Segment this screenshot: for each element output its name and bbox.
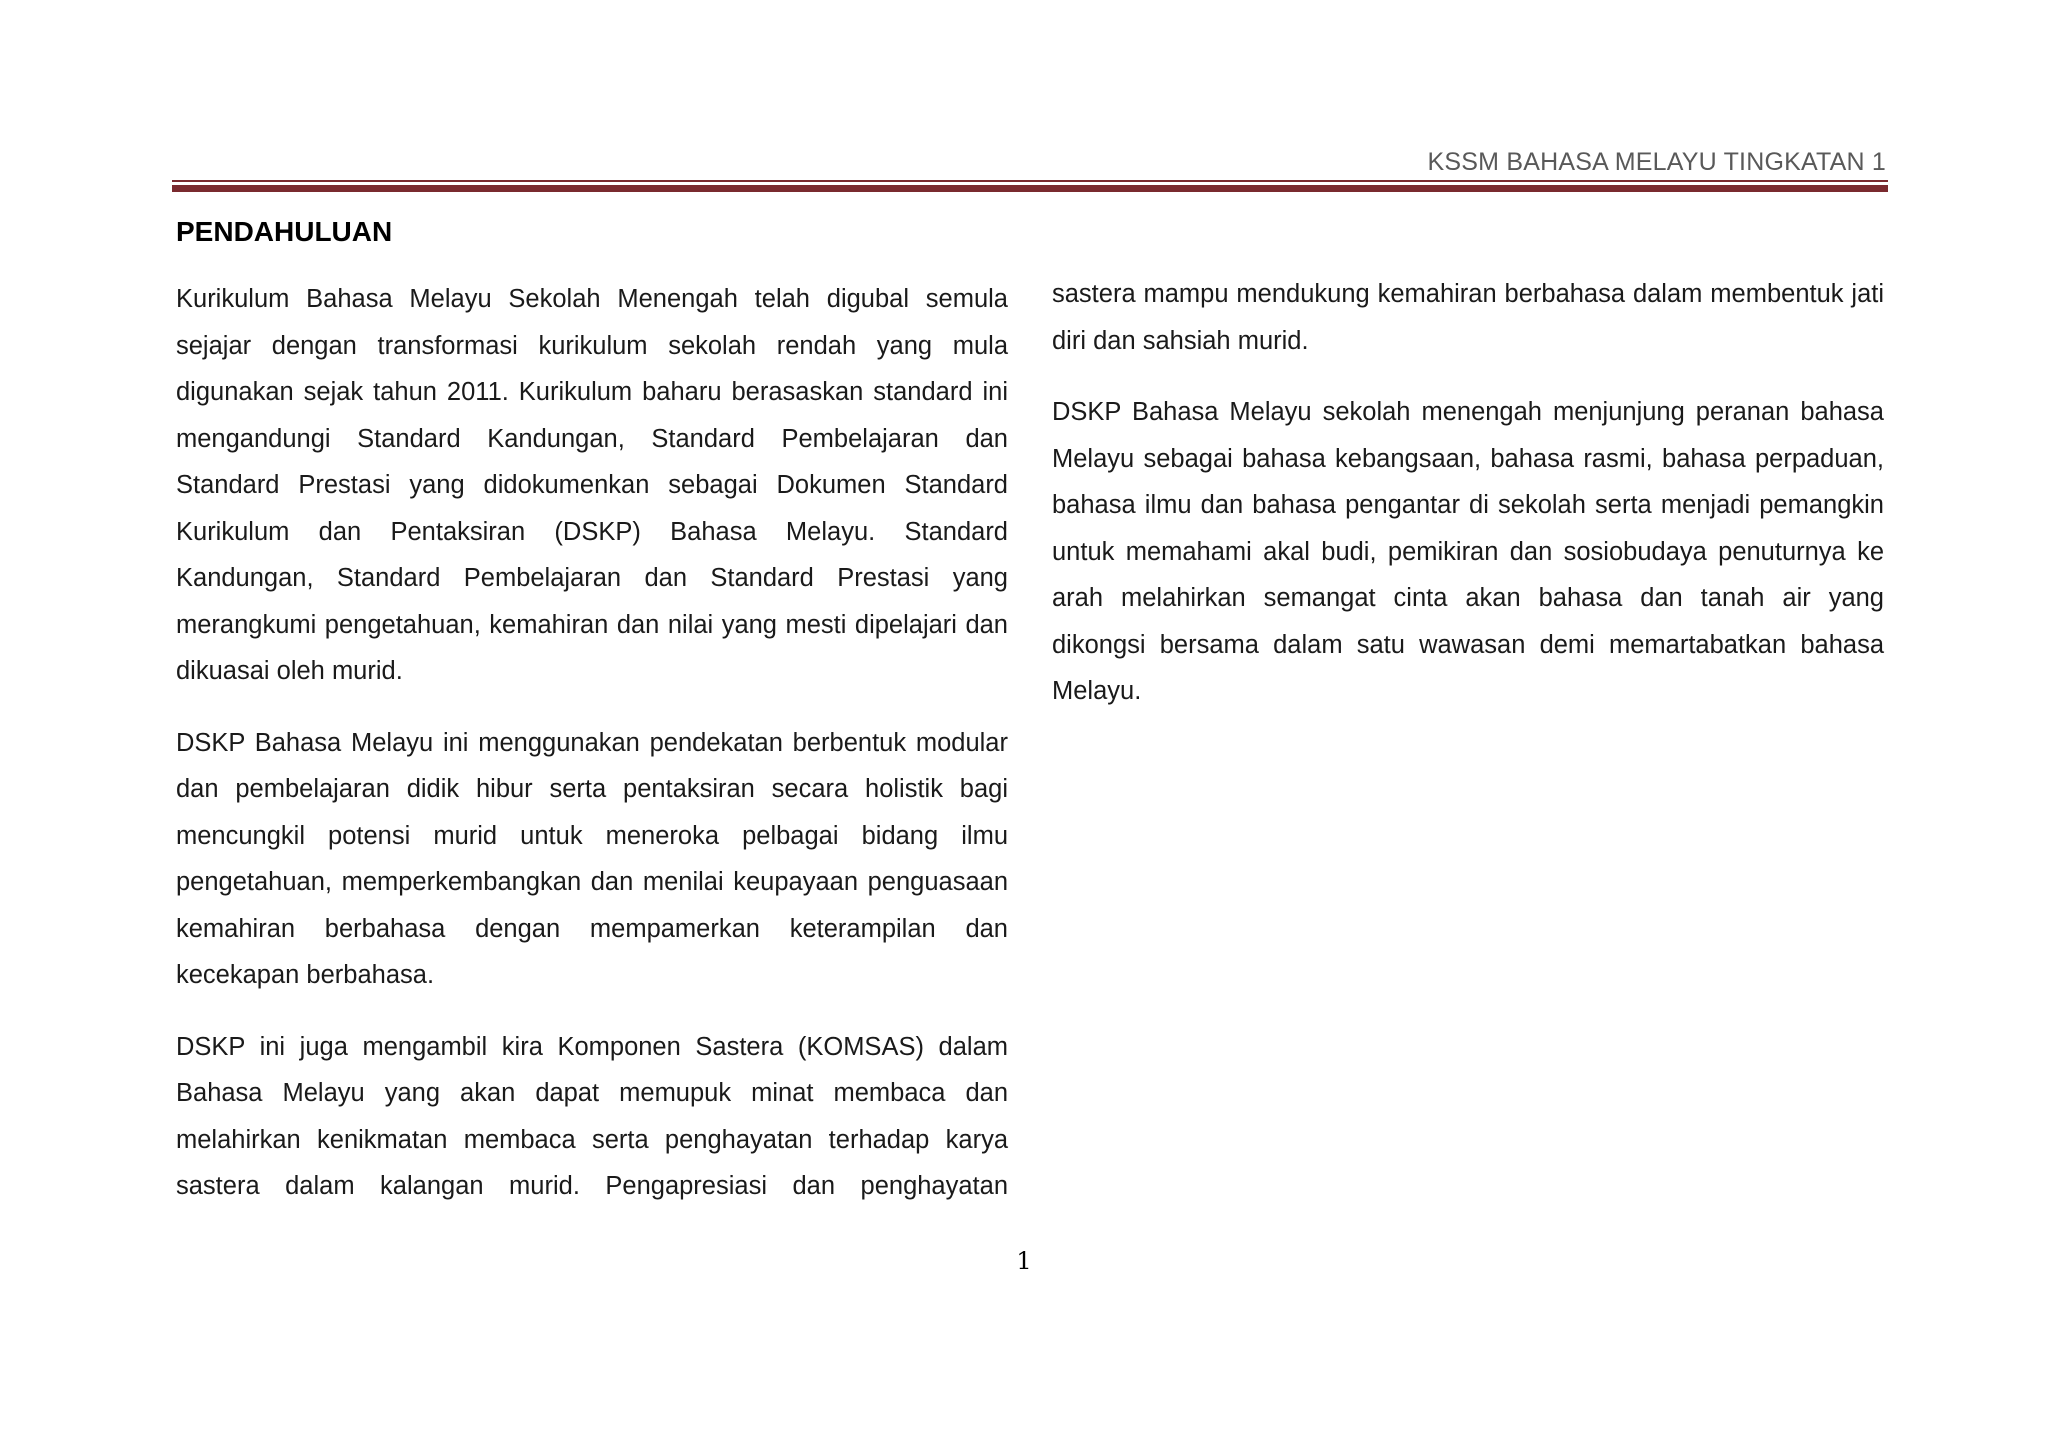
running-header-title: KSSM BAHASA MELAYU TINGKATAN 1 xyxy=(1427,148,1886,176)
header-rule-thin xyxy=(172,180,1888,182)
paragraph-approach: DSKP Bahasa Melayu ini menggunakan pendekatan berbentuk modular dan pembelajaran didik hibur serta pentaksiran secara holistik bagi mencungkil potensi murid untuk meneroka pelbagai bidang ilmu pengetahuan, memperkembangkan dan menilai keupayaan penguasaan kemahiran berbahasa dengan mempamerkan keterampilan dan kecekapan berbahasa. xyxy=(176,728,1008,989)
paragraph-intro: Kurikulum Bahasa Melayu Sekolah Menengah telah digubal semula sejajar dengan transformasi kurikulum sekolah rendah yang mula digunakan sejak tahun 2011. Kurikulum baharu berasaskan standard ini mengandungi Standard Kandungan, Standard Pembelajaran dan Standard Prestasi yang didokumenkan sebagai Dokumen Standard Kurikulum dan Pentaksiran (DSKP) Bahasa Melayu. Standard Kandungan, Standard Pembelajaran dan Standard Prestasi yang merangkumi pengetahuan, kemahiran dan nilai yang mesti dipelajari dan dikuasai oleh murid. xyxy=(176,285,1008,685)
header-rule-thick xyxy=(172,185,1888,192)
paragraph-komsas-continued: sastera mampu mendukung kemahiran berbahasa dalam membentuk jati diri dan sahsiah murid. xyxy=(1052,280,1884,355)
paragraph-komsas: DSKP ini juga mengambil kira Komponen Sastera (KOMSAS) dalam Bahasa Melayu yang akan dapat memupuk minat membaca dan melahirkan kenikmatan membaca serta penghayatan terhadap karya sastera dalam kalangan murid. Pengapresiasi dan penghayatan xyxy=(176,1032,1008,1200)
page-number: 1 xyxy=(1016,1247,1032,1275)
section-title: PENDAHULUAN xyxy=(176,216,393,247)
right-column xyxy=(1052,271,1884,740)
left-column xyxy=(176,276,1008,1235)
paragraph-role-of-language: DSKP Bahasa Melayu sekolah menengah menjunjung peranan bahasa Melayu sebagai bahasa kebangsaan, bahasa rasmi, bahasa perpaduan, bahasa ilmu dan bahasa pengantar di sekolah serta menjadi pemangkin untuk memahami akal budi, pemikiran dan sosiobudaya penuturnya ke arah melahirkan semangat cinta akan bahasa dan tanah air yang dikongsi bersama dalam satu wawasan demi memartabatkan bahasa Melayu. xyxy=(1052,398,1884,705)
